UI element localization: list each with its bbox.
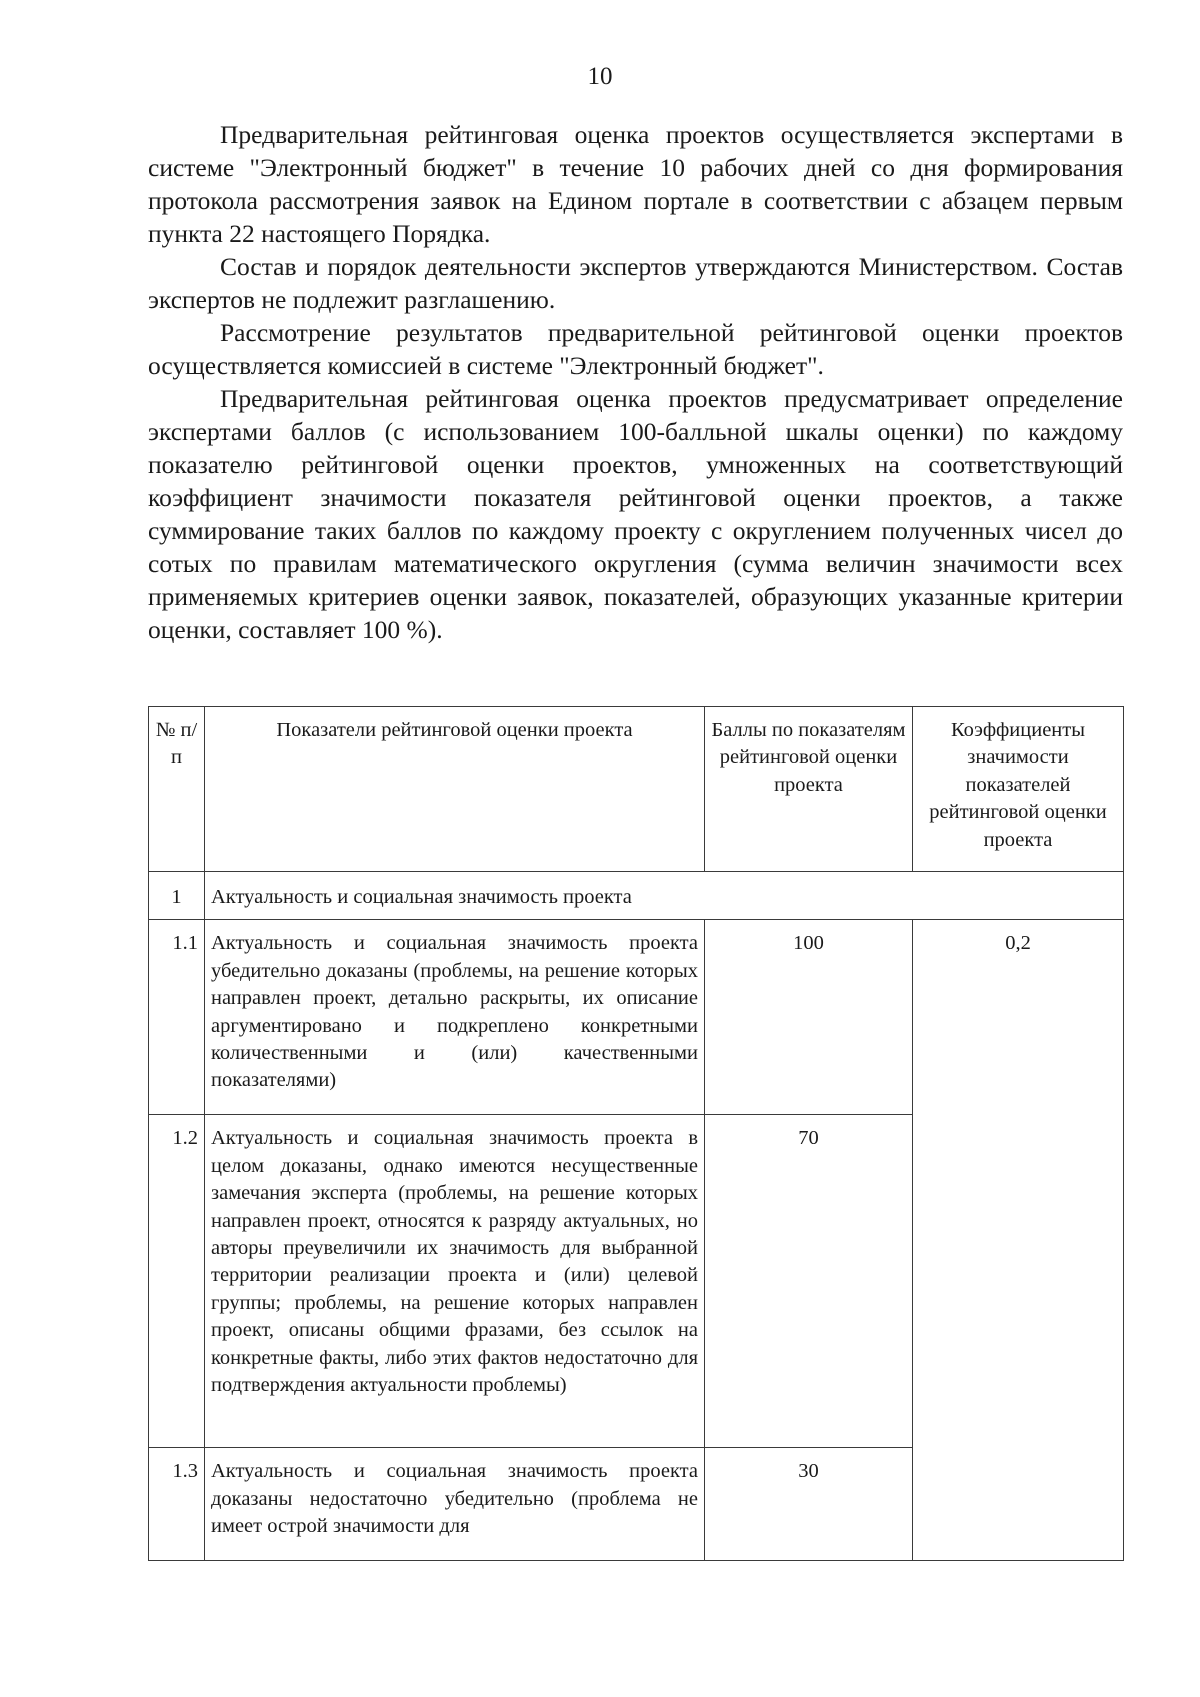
row-points: 30 xyxy=(705,1448,913,1561)
row-description: Актуальность и социальная значимость проекта убедительно доказаны (проблемы, на решение которых направлен проект, детально раскрыты, их описание аргументировано и подкреплено конкретными количественными и (или) качественными показателями) xyxy=(205,920,705,1115)
section-title: Актуальность и социальная значимость проекта xyxy=(205,872,1124,920)
row-num: 1.2 xyxy=(149,1115,205,1448)
paragraph-4: Предварительная рейтинговая оценка проектов предусматривает определение экспертами баллов (с использованием 100-балльной шкалы оценки) по каждому показателю рейтинговой оценки проектов, умноженных на соответствующий коэффициент значимости показателя рейтинговой оценки проектов, а также суммирование таких баллов по каждому проекту с округлением полученных чисел до сотых по правилам математического округления (сумма величин значимости всех применяемых критериев оценки заявок, показателей, образующих указанные критерии оценки, составляет 100 %). xyxy=(148,384,1123,644)
row-num: 1.1 xyxy=(149,920,205,1115)
header-indicator: Показатели рейтинговой оценки проекта xyxy=(205,707,705,872)
row-points: 70 xyxy=(705,1115,913,1448)
page-number: 10 xyxy=(587,63,613,90)
header-num: № п/п xyxy=(149,707,205,872)
row-points: 100 xyxy=(705,920,913,1115)
table-header-row xyxy=(149,707,1124,872)
table-row xyxy=(149,920,1124,1115)
paragraph-1: Предварительная рейтинговая оценка проектов осуществляется экспертами в системе "Электронный бюджет" в течение 10 рабочих дней со дня формирования протокола рассмотрения заявок на Едином портале в соответствии с абзацем первым пункта 22 настоящего Порядка. xyxy=(148,120,1123,248)
row-num: 1.3 xyxy=(149,1448,205,1561)
paragraph-3: Рассмотрение результатов предварительной рейтинговой оценки проектов осуществляется комиссией в системе "Электронный бюджет". xyxy=(148,318,1123,380)
row-description: Актуальность и социальная значимость проекта доказаны недостаточно убедительно (проблема не имеет острой значимости для xyxy=(205,1448,705,1561)
coefficient-value: 0,2 xyxy=(913,920,1124,1561)
row-description: Актуальность и социальная значимость проекта в целом доказаны, однако имеются несущественные замечания эксперта (проблемы, на решение которых направлен проект, относятся к разряду актуальных, но авторы преувеличили их значимость для выбранной территории реализации проекта и (или) целевой группы; проблемы, на решение которых направлен проект, описаны общими фразами, без ссылок на конкретные факты, либо этих фактов недостаточно для подтверждения актуальности проблемы) xyxy=(205,1115,705,1448)
paragraph-2: Состав и порядок деятельности экспертов утверждаются Министерством. Состав экспертов не подлежит разглашению. xyxy=(148,252,1123,314)
rating-criteria-table xyxy=(148,706,1124,1561)
header-points: Баллы по показателям рейтинговой оценки проекта xyxy=(705,707,913,872)
header-coefficient: Коэффициенты значимости показателей рейтинговой оценки проекта xyxy=(913,707,1124,872)
table-section-row xyxy=(149,872,1124,920)
body-text xyxy=(148,118,1123,646)
section-num: 1 xyxy=(149,872,205,920)
